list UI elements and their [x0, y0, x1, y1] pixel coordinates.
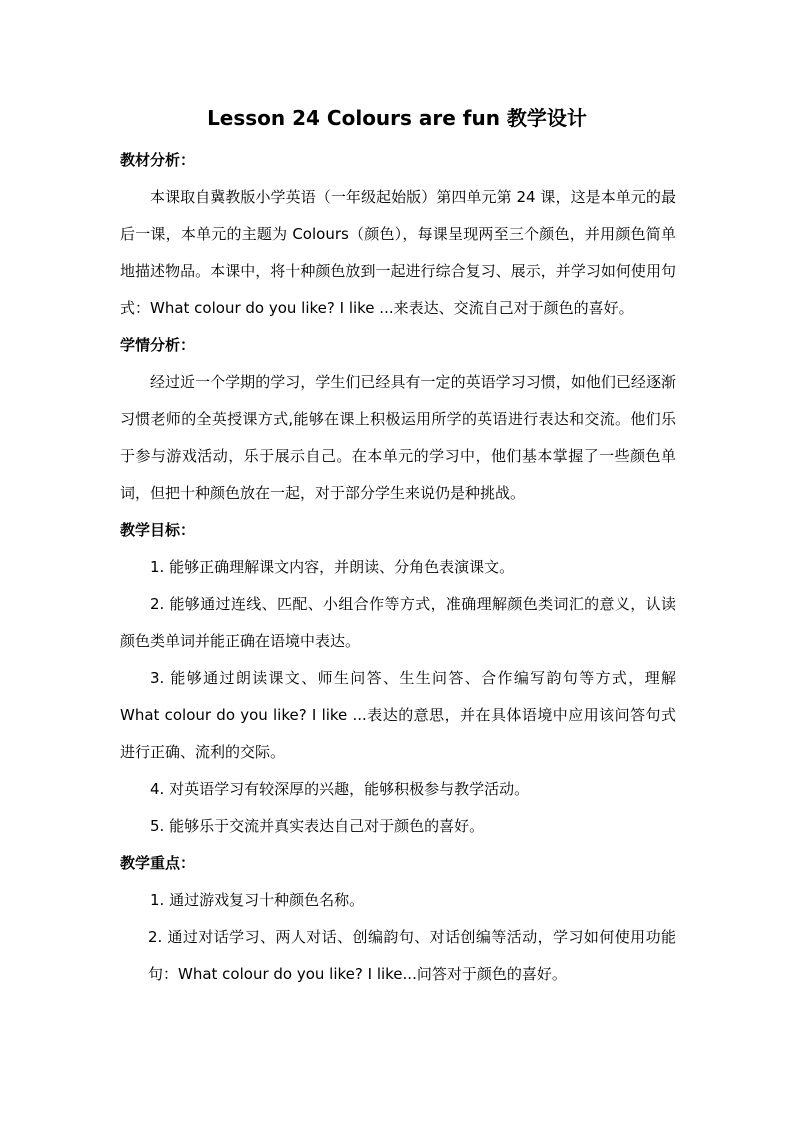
objective-item-5: 5. 能够乐于交流并真实表达自己对于颜色的喜好。 [150, 817, 485, 835]
key-point-item-1: 1. 通过游戏复习十种颜色名称。 [150, 891, 365, 909]
section-heading-student-analysis: 学情分析： [120, 336, 196, 354]
document-body [120, 142, 676, 993]
section-heading-textbook-analysis: 教材分析： [120, 151, 196, 169]
section-heading-key-points: 教学重点： [120, 854, 196, 872]
key-point-item-2: 2. 通过对话学习、两人对话、创编韵句、对话创编等活动，学习如何使用功能句：What colour do you like? I like...问答对于颜色的喜好。 [148, 928, 676, 983]
document-title: Lesson 24 Colours are fun 教学设计 [207, 106, 587, 130]
objective-item-4: 4. 对英语学习有较深厚的兴趣，能够积极参与教学活动。 [150, 780, 530, 798]
paragraph-student-analysis: 经过近一个学期的学习，学生们已经具有一定的英语学习习惯，如他们已经逐渐习惯老师的全英授课方式,能够在课上积极运用所学的英语进行表达和交流。他们乐于参与游戏活动，乐于展示自己。在本单元的学习中，他们基本掌握了一些颜色单词，但把十种颜色放在一起，对于部分学生来说仍是种挑战。 [120, 373, 676, 502]
objective-item-2: 2. 能够通过连线、匹配、小组合作等方式，准确理解颜色类词汇的意义，认读颜色类单词并能正确在语境中表达。 [120, 595, 676, 650]
section-heading-teaching-objectives: 教学目标： [120, 521, 196, 539]
objective-item-3: 3. 能够通过朗读课文、师生问答、生生问答、合作编写韵句等方式，理解 What colour do you like? I like ...表达的意思，并在具体语境中应用该问答句式进行正确、流利的交际。 [120, 669, 676, 761]
paragraph-textbook-analysis: 本课取自冀教版小学英语（一年级起始版）第四单元第 24 课，这是本单元的最后一课，本单元的主题为 Colours（颜色），每课呈现两至三个颜色，并用颜色简单地描述物品。本课中，将十种颜色放到一起进行综合复习、展示，并学习如何使用句式：What colour do you like? I like ...来表达、交流自己对于颜色的喜好。 [120, 188, 676, 317]
objective-item-1: 1. 能够正确理解课文内容，并朗读、分角色表演课文。 [150, 558, 515, 576]
